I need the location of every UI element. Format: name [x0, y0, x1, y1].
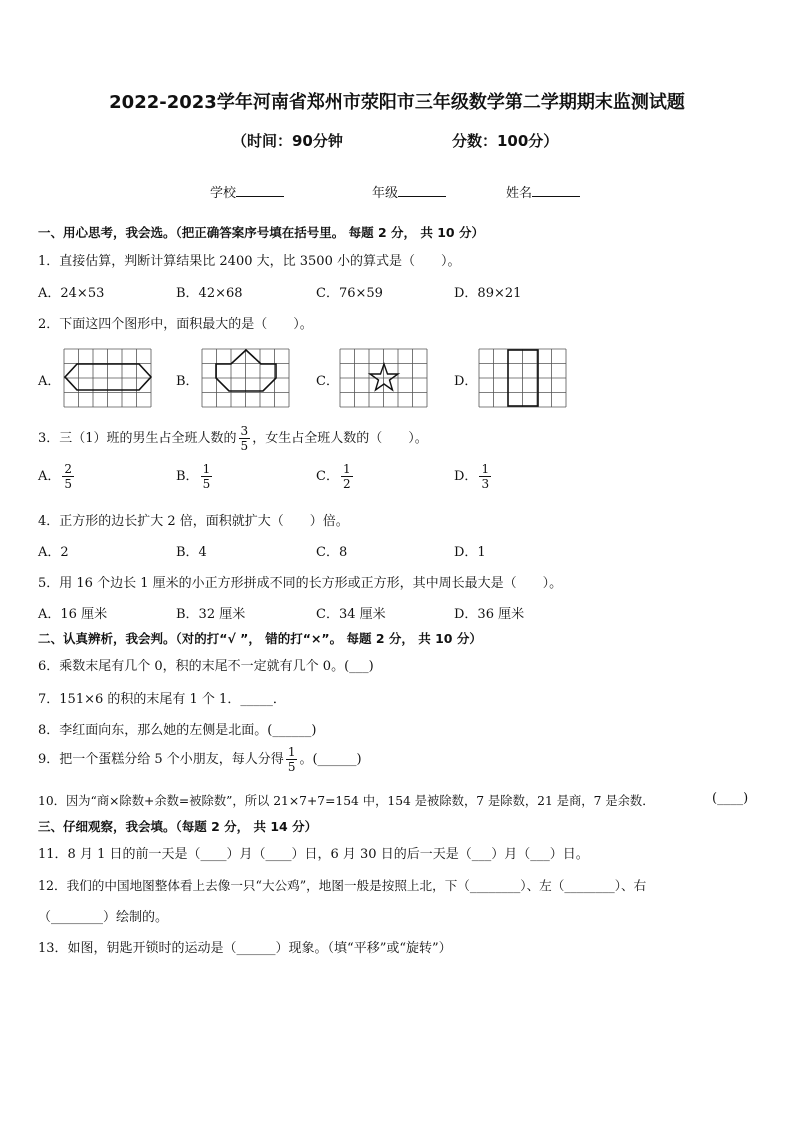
section-2-heading: 二、认真辨析，我会判。（对的打“√ ”， 错的打“×”。 每题 2 分， 共 10 分）: [38, 631, 482, 646]
question-12-line-2: （________）绘制的。: [38, 910, 169, 925]
q1-option-d[interactable]: D．89×21: [454, 286, 522, 301]
q2-option-a-label[interactable]: A．: [38, 374, 61, 389]
question-8: 8．李红面向东，那么她的左侧是北面。(______): [38, 723, 317, 738]
question-2: 2．下面这四个图形中，面积最大的是（ ）。: [38, 317, 313, 332]
question-1: 1．直接估算，判断计算结果比 2400 大，比 3500 小的算式是（ ）。: [38, 254, 461, 269]
exam-time: （时间：90分钟: [232, 132, 343, 150]
q10-answer-blank[interactable]: (____): [712, 791, 749, 806]
section-3-heading: 三、仔细观察，我会填。（每题 2 分， 共 14 分）: [38, 819, 318, 834]
question-12-line-1: 12．我们的中国地图整体看上去像一只“大公鸡”，地图一般是按照上北，下（________）、左（________）、右: [38, 878, 647, 893]
question-13: 13．如图，钥匙开锁时的运动是（______）现象。（填“平移”或“旋转”）: [38, 941, 452, 956]
shape-b-house-figure: [201, 348, 291, 408]
q4-option-c[interactable]: C．8: [316, 545, 348, 560]
grade-field[interactable]: [372, 182, 446, 201]
question-9: 9．把一个蛋糕分给 5 个小朋友，每人分得 $\frac{1}{5}$ 。(______): [38, 745, 362, 774]
question-7: 7．151×6 的积的末尾有 1 个 1．_____．: [38, 692, 286, 707]
q4-option-a[interactable]: A．2: [38, 545, 69, 560]
section-1-heading: 一、用心思考，我会选。（把正确答案序号填在括号里。 每题 2 分， 共 10 分）: [38, 225, 484, 240]
q3-option-d[interactable]: D． $\frac{1}{3}$: [454, 462, 490, 491]
q5-option-c[interactable]: C．34 厘米: [316, 607, 386, 622]
q5-option-b[interactable]: B．32 厘米: [176, 607, 246, 622]
q3-option-a[interactable]: A． $\frac{2}{5}$: [38, 462, 73, 491]
question-5: 5．用 16 个边长 1 厘米的小正方形拼成不同的长方形或正方形，其中周长最大是（ ）。: [38, 576, 563, 591]
shape-c-star-figure: [339, 348, 429, 408]
q3-option-c[interactable]: C． $\frac{1}{2}$: [316, 462, 351, 491]
q3-fraction: $\frac{3}{5}$: [240, 424, 249, 453]
grade-label: 年级: [372, 186, 399, 201]
exam-score: 分数：100分）: [452, 132, 559, 150]
q5-option-a[interactable]: A．16 厘米: [38, 607, 108, 622]
q1-option-a[interactable]: A．24×53: [38, 286, 105, 301]
q1-option-c[interactable]: C．76×59: [316, 286, 383, 301]
question-4: 4．正方形的边长扩大 2 倍，面积就扩大（ ）倍。: [38, 514, 349, 529]
q3-option-b[interactable]: B． $\frac{1}{5}$: [176, 462, 211, 491]
question-10: 10．因为“商×除数+余数=被除数”，所以 21×7+7=154 中，154 是被除数，7 是除数，21 是商，7 是余数．: [38, 794, 655, 808]
q4-option-b[interactable]: B．4: [176, 545, 207, 560]
shape-a-hexagon-figure: [63, 348, 153, 408]
question-3: 3．三（1）班的男生占全班人数的 $\frac{3}{5}$ ，女生占全班人数的（ ）。: [38, 424, 428, 453]
q4-option-d[interactable]: D．1: [454, 545, 486, 560]
q9-fraction: $\frac{1}{5}$: [287, 745, 296, 774]
question-11: 11．8 月 1 日的前一天是（____）月（____）日，6 月 30 日的后一天是（___）月（___）日。: [38, 847, 589, 862]
school-label: 学校: [210, 186, 237, 201]
q2-option-c-label[interactable]: C．: [316, 374, 339, 389]
question-6: 6．乘数末尾有几个 0，积的末尾不一定就有几个 0。(___): [38, 659, 374, 674]
page-title: 2022-2023学年河南省郑州市荥阳市三年级数学第二学期期末监测试题: [109, 92, 685, 113]
q5-option-d[interactable]: D．36 厘米: [454, 607, 525, 622]
name-label: 姓名: [506, 186, 533, 201]
name-field[interactable]: [506, 182, 580, 201]
q2-option-b-label[interactable]: B．: [176, 374, 199, 389]
shape-d-rectangle-figure: [478, 348, 568, 408]
school-field[interactable]: [210, 182, 284, 201]
q1-option-b[interactable]: B．42×68: [176, 286, 243, 301]
q2-option-d-label[interactable]: D．: [454, 374, 478, 389]
